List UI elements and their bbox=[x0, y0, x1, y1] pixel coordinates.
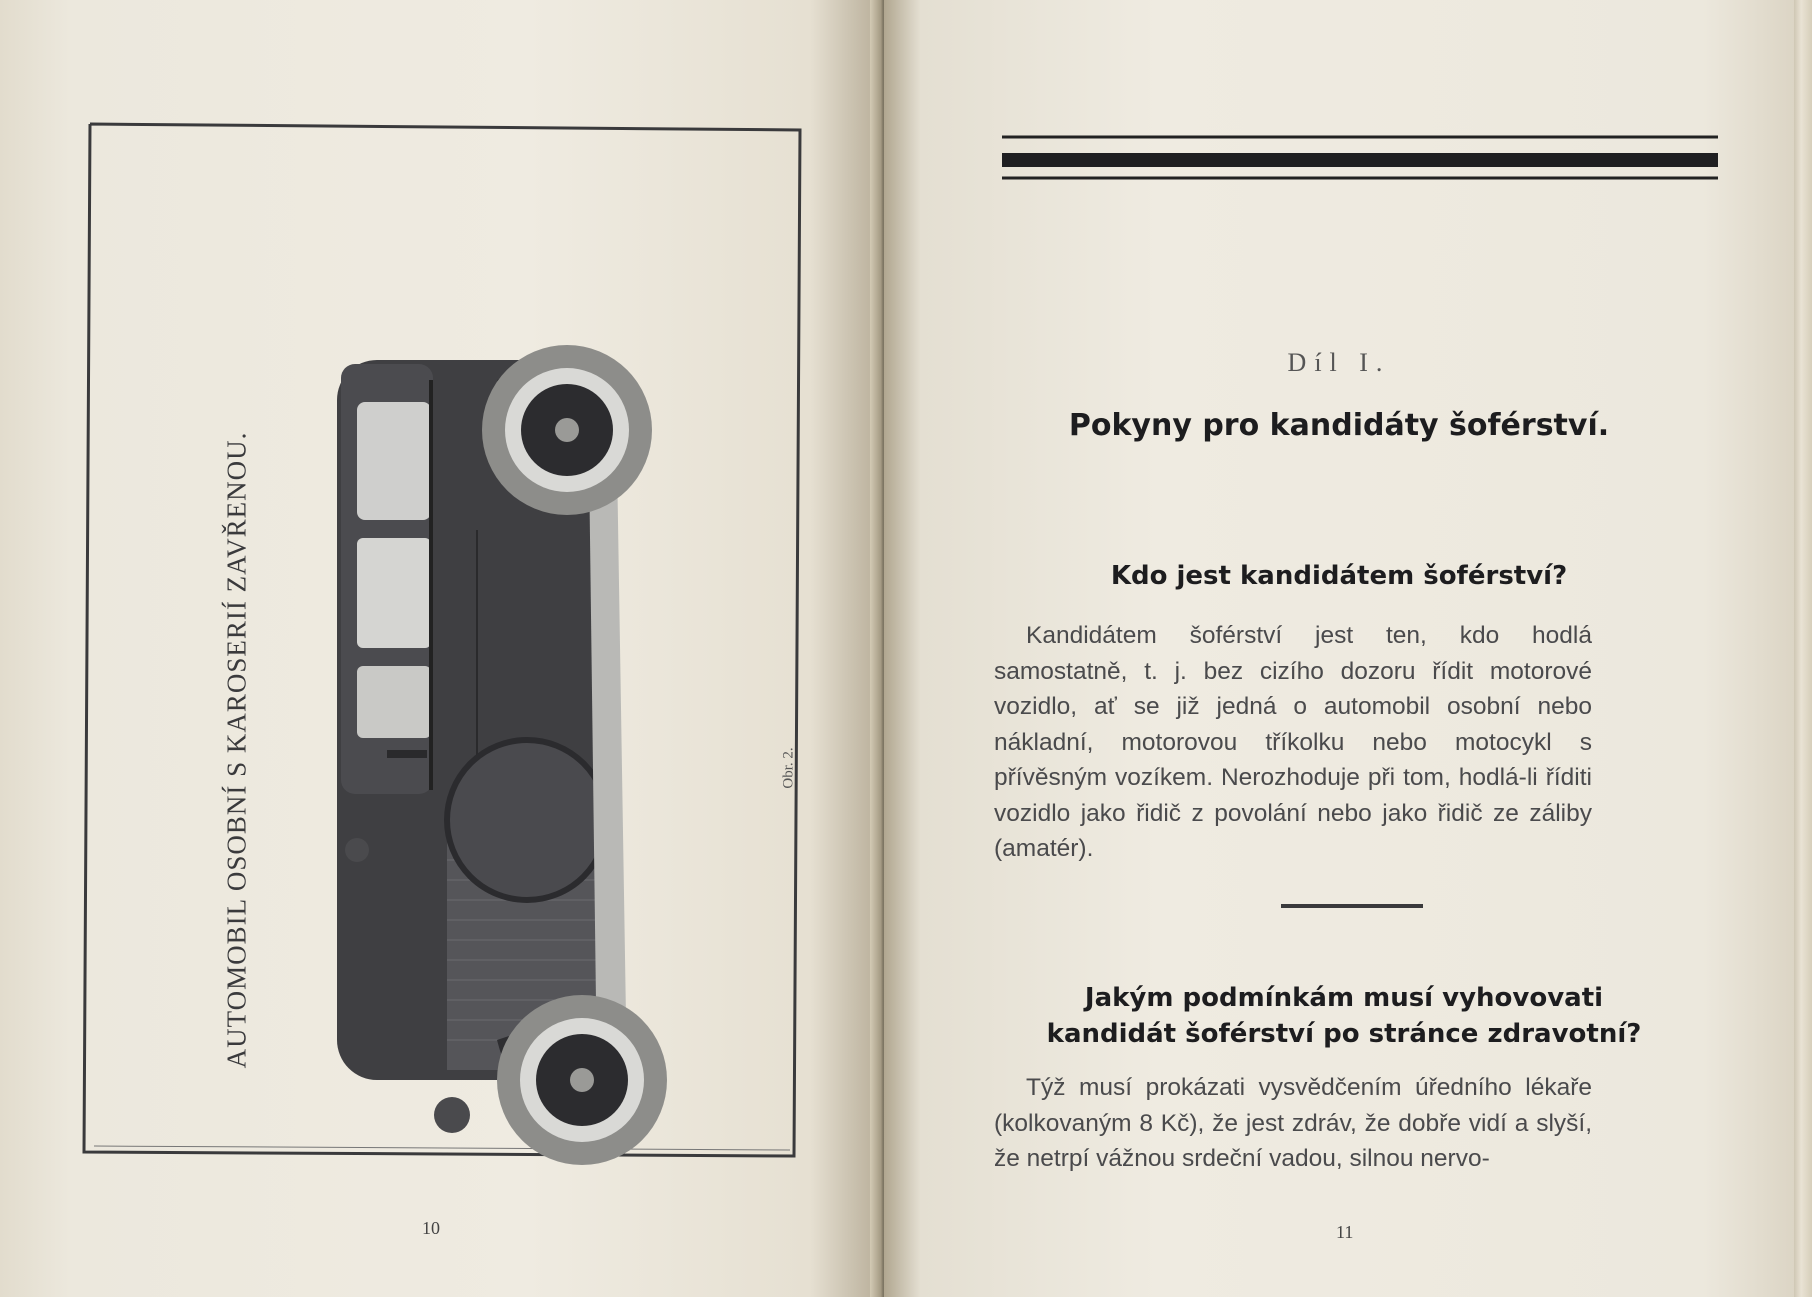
decorative-header-rules bbox=[1002, 133, 1718, 193]
section-text-1: Kandidátem šoférství jest ten, kdo hodlá samostatně, t. j. bez cizího dozoru řídit motorové vozidlo, ať se již jedná o automobil osobní nebo nákladní, motorovou tříkolku nebo motocykl s přívěsným vozíkem. Nerozhoduje při tom, hodlá-li říditi vozidlo jako řidič z povolání nebo jako řidič ze záliby (amatér). bbox=[994, 622, 1592, 862]
part-label: Díl I. bbox=[1287, 348, 1391, 377]
page-number-left: 10 bbox=[422, 1218, 440, 1238]
section-divider bbox=[1281, 904, 1423, 908]
figure-label: Obr. 2. bbox=[780, 747, 797, 789]
section-text-2: Týž musí prokázati vysvědčením úředního lékaře (kolkovaným 8 Kč), že jest zdráv, že dobře vidí a slyší, že netrpí vážnou srdeční vadou, silnou nervo- bbox=[994, 1074, 1592, 1172]
car-illustration bbox=[327, 320, 747, 1210]
section-heading-1: Kdo jest kandidátem šoférství? bbox=[1110, 561, 1568, 591]
plate-title: AUTOMOBIL OSOBNÍ S KAROSERIÍ ZAVŘENOU. bbox=[221, 431, 252, 1069]
left-page bbox=[0, 0, 880, 1297]
book-edge bbox=[1794, 0, 1812, 1297]
page-number-right: 11 bbox=[1336, 1222, 1354, 1242]
section-heading-2: Jakým podmínkám musí vyhovovati kandidát šoférství po stránce zdravotní? bbox=[1046, 983, 1642, 1049]
illustration-plate bbox=[82, 120, 802, 1160]
right-page bbox=[884, 0, 1794, 1297]
chapter-title: Pokyny pro kandidáty šoférství. bbox=[1068, 408, 1610, 443]
